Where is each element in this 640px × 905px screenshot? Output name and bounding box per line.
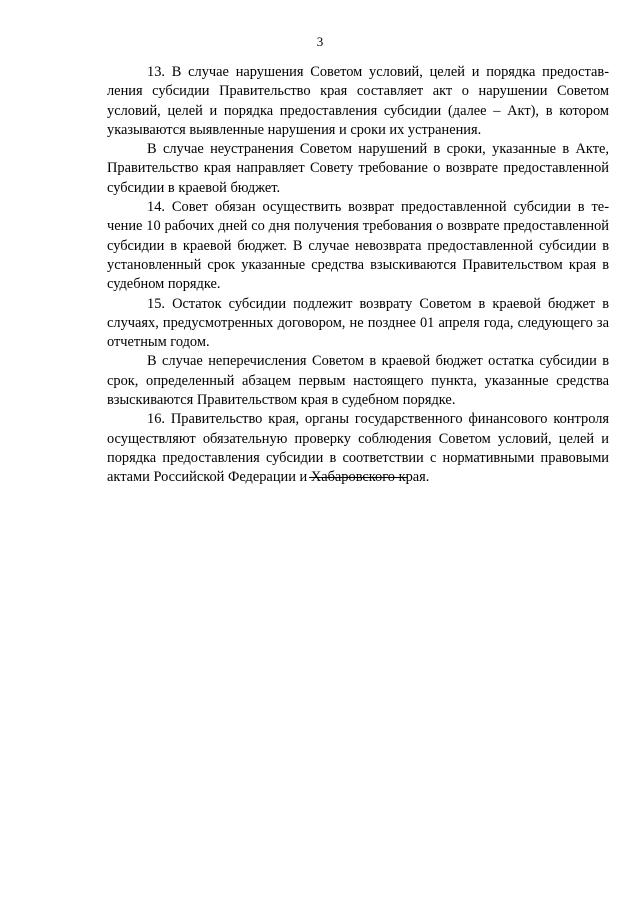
end-of-document-rule [309,477,408,478]
paragraph-13: 13. В случае нарушения Советом условий, целей и порядка предоставления субсидии Правительство края составляет акт о нарушении Советом условий, целей и порядка предоставления субсидии (далее – Акт), в котором указываются выявленные нарушения и сроки их устранения. [107,64,609,138]
paragraph-14: 14. Совет обязан осуществить возврат предоставленной субсидии в течение 10 рабочих дней со дня получения требования о возврате предоставленной субсидии в краевой бюджет. В случае невозврата предоставленной субсидии в установленный срок указанные средства взыскиваются Правительством края в судебном порядке. [107,199,609,293]
paragraph-16: 16. Правительство края, органы государственного финансового контроля осуществляют обязательную проверку соблюдения Советом условий, целей и порядка предоставления субсидии в соответствии с нормативными правовыми актами Российской Федерации и Хабаровского края. [107,411,609,486]
paragraph-13-non-elimination: В случае неустранения Советом нарушений в сроки, указанные в Акте, Правительство края направляет Совету требование о возврате предоставленной субсидии в краевой бюджет. [107,141,609,196]
paragraph-15-non-transfer: В случае неперечисления Советом в краевой бюджет остатка субсидии в срок, определенный абзацем первым настоящего пункта, указанные средства взыскиваются Правительством края в судебном порядке. [107,353,609,409]
document-body [107,63,609,488]
paragraph-15: 15. Остаток субсидии подлежит возврату Советом в краевой бюджет в случаях, предусмотренных договором, не позднее 01 апреля года, следующего за отчетным годом. [107,295,609,351]
page-number: 3 [316,34,324,49]
